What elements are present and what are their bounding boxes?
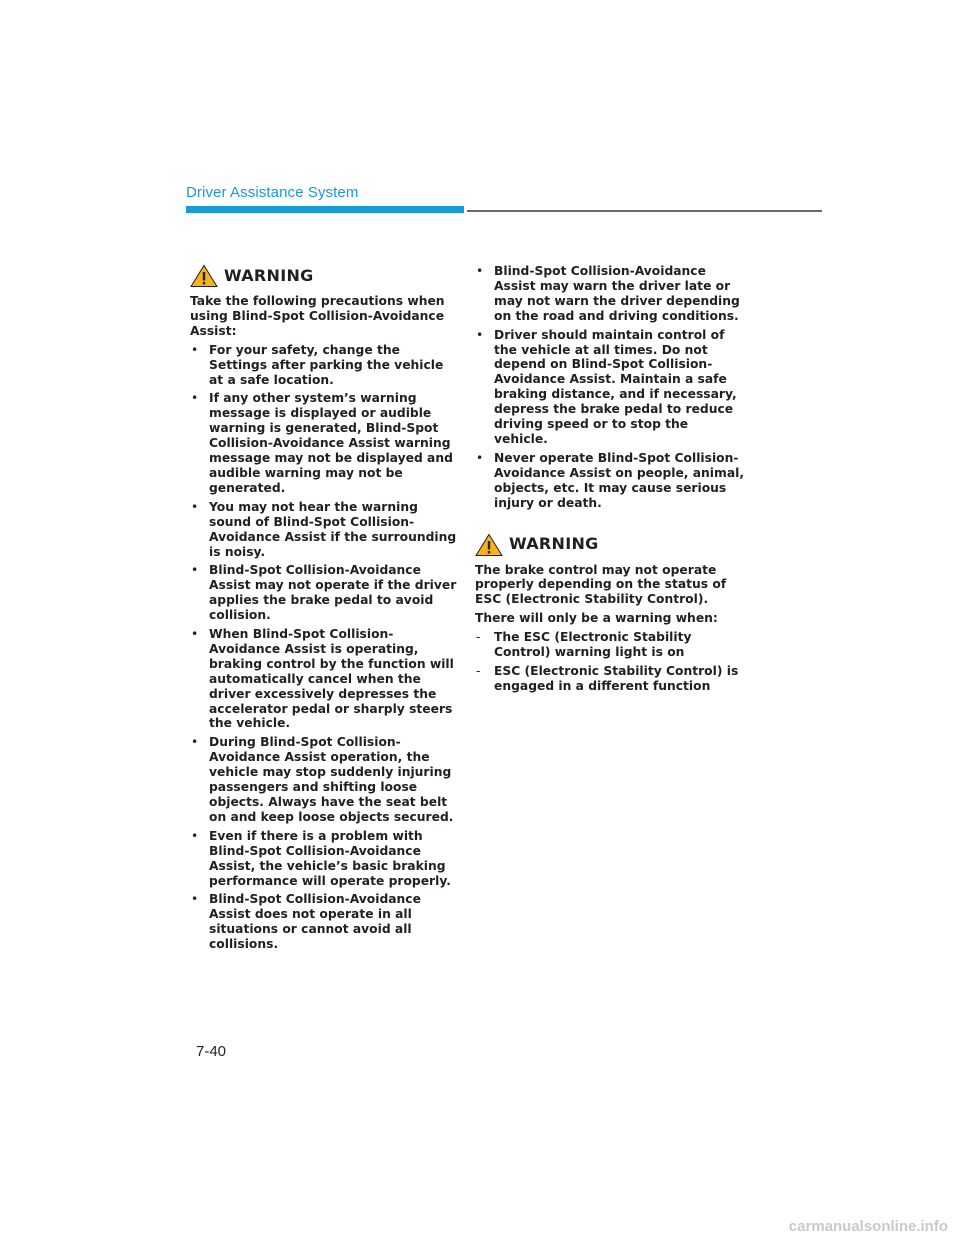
list-item-text: If any other system’s warning message is displayed or audible warning is generated, Blind-Spot Collision-Avoidance Assist warning message may not be displayed and audible warning may not be generated. [209,391,453,495]
list-item [190,343,460,388]
header-rule-accent [186,206,464,213]
bullet-marker: • [476,327,484,342]
bullet-marker: • [191,499,199,514]
right-column [475,264,745,698]
precautions-list [190,343,460,952]
list-item-text: Driver should maintain control of the vehicle at all times. Do not depend on Blind-Spot Collision-Avoidance Assist. Maintain a safe braking distance, and if necessary, depress the brake pedal to reduce driving speed or to stop the vehicle. [494,327,737,446]
list-item-text: For your safety, change the Settings after parking the vehicle at a safe location. [209,342,444,387]
list-item [475,451,745,511]
warning-label: WARNING [509,534,599,554]
list-item-text: Blind-Spot Collision-Avoidance Assist may warn the driver late or may not warn the driver depending on the road and driving conditions. [494,264,740,323]
list-item [190,500,460,560]
warning-intro: The brake control may not operate properly depending on the status of ESC (Electronic Stability Control). [475,562,727,607]
precautions-list-continued [475,264,745,511]
warning-label: WARNING [224,265,314,285]
bullet-marker: • [476,264,484,278]
list-item [475,264,745,324]
list-item [190,829,460,889]
warning-triangle-icon [190,264,218,288]
warning-sub-intro: There will only be a warning when: [475,611,718,626]
bullet-marker: • [191,391,199,406]
list-item-text: ESC (Electronic Stability Control) is engaged in a different function [494,663,739,693]
list-item-text: The ESC (Electronic Stability Control) warning light is on [494,630,692,660]
warning-heading [190,264,460,288]
list-item-text: Never operate Blind-Spot Collision-Avoidance Assist on people, animal, objects, etc. It may cause serious injury or death. [494,450,745,510]
list-item [475,630,745,660]
warning-heading [475,533,745,557]
list-item [475,664,745,694]
warning-intro: Take the following precautions when using Blind-Spot Collision-Avoidance Assist: [190,294,445,338]
bullet-marker: • [191,735,199,750]
left-column [190,264,460,956]
page-number: 7-40 [196,1043,227,1060]
list-item [475,328,745,447]
list-item [190,627,460,731]
section-title: Driver Assistance System [186,184,359,201]
list-item [190,563,460,623]
list-item-text: You may not hear the warning sound of Blind-Spot Collision-Avoidance Assist if the surrounding is noisy. [209,499,457,559]
list-item-text: During Blind-Spot Collision-Avoidance Assist operation, the vehicle may stop suddenly injuring passengers and shifting loose objects. Always have the seat belt on and keep loose objects secured. [209,735,454,824]
list-item-text: Even if there is a problem with Blind-Spot Collision-Avoidance Assist, the vehicle’s basic braking performance will operate properly. [209,828,451,888]
dash-marker: - [476,663,481,678]
list-item [190,735,460,824]
header-rule [467,210,822,212]
list-item-text: When Blind-Spot Collision-Avoidance Assist is operating, braking control by the function will automatically cancel when the driver excessively depresses the accelerator pedal or sharply steers the vehicle. [209,627,454,731]
dash-marker: - [476,630,481,645]
bullet-marker: • [476,450,484,465]
bullet-marker: • [191,892,199,907]
bullet-marker: • [191,342,199,357]
list-item [190,892,460,952]
bullet-marker: • [191,563,199,578]
list-item [190,391,460,495]
list-item-text: Blind-Spot Collision-Avoidance Assist may not operate if the driver applies the brake pedal to avoid collision. [209,563,457,623]
bullet-marker: • [191,627,199,642]
list-item-text: Blind-Spot Collision-Avoidance Assist does not operate in all situations or cannot avoid all collisions. [209,892,421,952]
watermark: carmanualsonline.info [788,1218,948,1235]
warning-conditions-list [475,630,745,694]
bullet-marker: • [191,828,199,843]
spacer [475,515,745,533]
warning-triangle-icon [475,533,503,557]
